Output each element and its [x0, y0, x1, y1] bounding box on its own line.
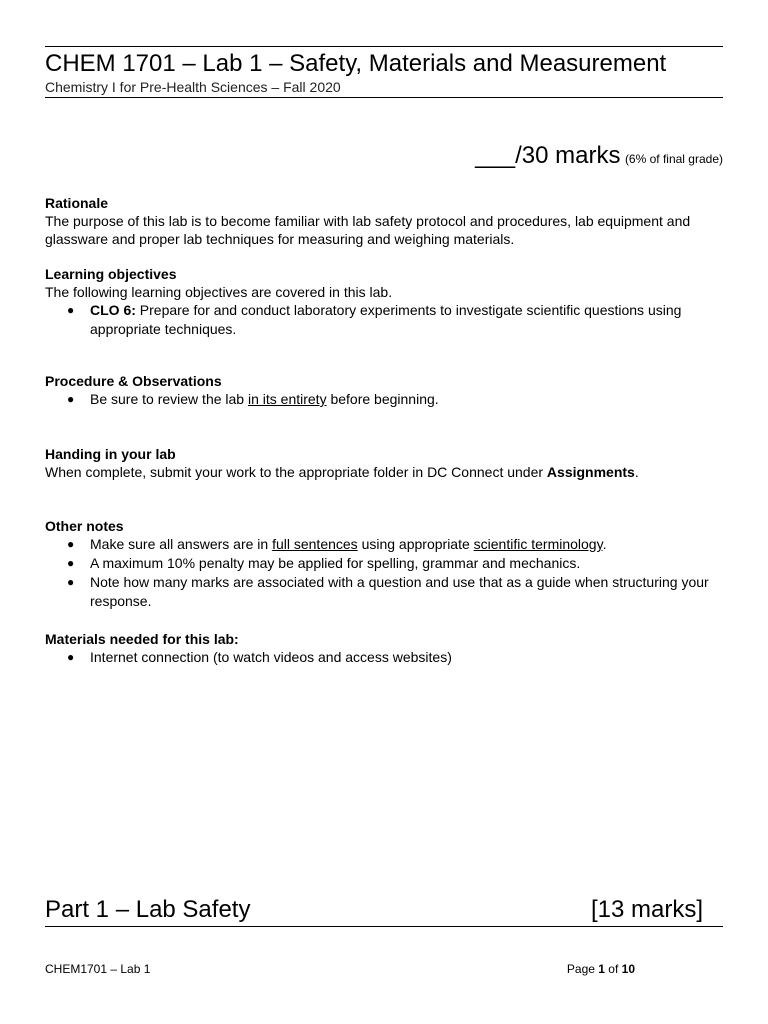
procedure-section — [45, 372, 723, 409]
clo-text: Prepare for and conduct laboratory experiments to investigate scientific questions using appropriate techniques. — [90, 302, 682, 337]
page-total: 10 — [621, 962, 635, 976]
rationale-text: The purpose of this lab is to become familiar with lab safety protocol and procedures, lab equipment and glassware and proper lab techniques for measuring and weighing materials. — [45, 213, 691, 247]
page-prefix: Page — [566, 962, 599, 976]
list-item — [45, 301, 723, 339]
bullet-icon: ● — [67, 650, 75, 664]
other-notes-heading: Other notes — [45, 518, 124, 534]
document-page — [45, 0, 723, 1024]
bullet-icon: ● — [67, 303, 75, 317]
list-item — [45, 554, 723, 573]
handing-in-section — [45, 445, 723, 481]
assignments-label: Assignments — [546, 464, 635, 480]
note-text: Make sure all answers are in — [90, 536, 273, 552]
total-marks — [475, 142, 723, 170]
material-text: Internet connection (to watch videos and access websites) — [90, 649, 452, 665]
part-1-rule — [45, 926, 723, 927]
list-item — [45, 648, 723, 667]
procedure-text-before: Be sure to review the lab — [90, 391, 248, 407]
learning-objectives-intro: The following learning objectives are covered in this lab. — [45, 284, 393, 300]
document-title: CHEM 1701 – Lab 1 – Safety, Materials and Measurement — [45, 50, 667, 77]
bullet-icon: ● — [67, 575, 75, 589]
page-of: of — [604, 962, 622, 976]
procedure-text-after: before beginning. — [326, 391, 439, 407]
footer-course: CHEM1701 – Lab 1 — [45, 962, 151, 976]
bullet-icon: ● — [67, 392, 75, 406]
part-1-marks: [13 marks] — [590, 896, 703, 923]
learning-objectives-heading: Learning objectives — [45, 266, 177, 282]
handing-in-heading: Handing in your lab — [45, 446, 176, 462]
materials-section — [45, 630, 723, 667]
marks-total: /30 marks — [515, 142, 621, 169]
list-item — [45, 390, 723, 409]
note-text: A maximum 10% penalty may be applied for spelling, grammar and mechanics. — [90, 555, 581, 571]
other-notes-section — [45, 517, 723, 611]
note-text: . — [602, 536, 607, 552]
other-notes-list — [45, 535, 723, 611]
handing-in-text-before: When complete, submit your work to the appropriate folder in DC Connect under — [45, 464, 547, 480]
handing-in-text — [45, 463, 723, 481]
note-underlined-full-sentences: full sentences — [272, 536, 358, 552]
materials-list — [45, 648, 723, 667]
handing-in-text-after: . — [634, 464, 639, 480]
marks-blank: ___ — [475, 142, 516, 169]
procedure-list — [45, 390, 723, 409]
list-item — [45, 573, 723, 611]
learning-objectives-section — [45, 265, 723, 339]
page-footer — [45, 962, 635, 976]
materials-heading: Materials needed for this lab: — [45, 631, 239, 647]
learning-objectives-list — [45, 301, 723, 339]
procedure-heading: Procedure & Observations — [45, 373, 222, 389]
part-1-heading — [45, 896, 703, 924]
top-rule — [45, 46, 723, 47]
bullet-icon: ● — [67, 556, 75, 570]
marks-grade-note: (6% of final grade) — [624, 152, 723, 166]
note-text: Note how many marks are associated with a question and use that as a guide when structuring your response. — [90, 574, 709, 609]
procedure-text-underlined: in its entirety — [247, 391, 327, 407]
part-1-title: Part 1 – Lab Safety — [45, 896, 251, 923]
bullet-icon: ● — [67, 537, 75, 551]
note-text: using appropriate — [357, 536, 474, 552]
rationale-section — [45, 194, 723, 248]
page-current: 1 — [598, 962, 605, 976]
list-item — [45, 535, 723, 554]
rationale-heading: Rationale — [45, 195, 109, 211]
document-subtitle: Chemistry I for Pre-Health Sciences – Fall 2020 — [45, 79, 341, 95]
title-bottom-rule — [45, 97, 723, 98]
page-number — [567, 962, 635, 976]
note-underlined-scientific-terminology: scientific terminology — [473, 536, 603, 552]
clo-label: CLO 6: — [90, 302, 136, 318]
